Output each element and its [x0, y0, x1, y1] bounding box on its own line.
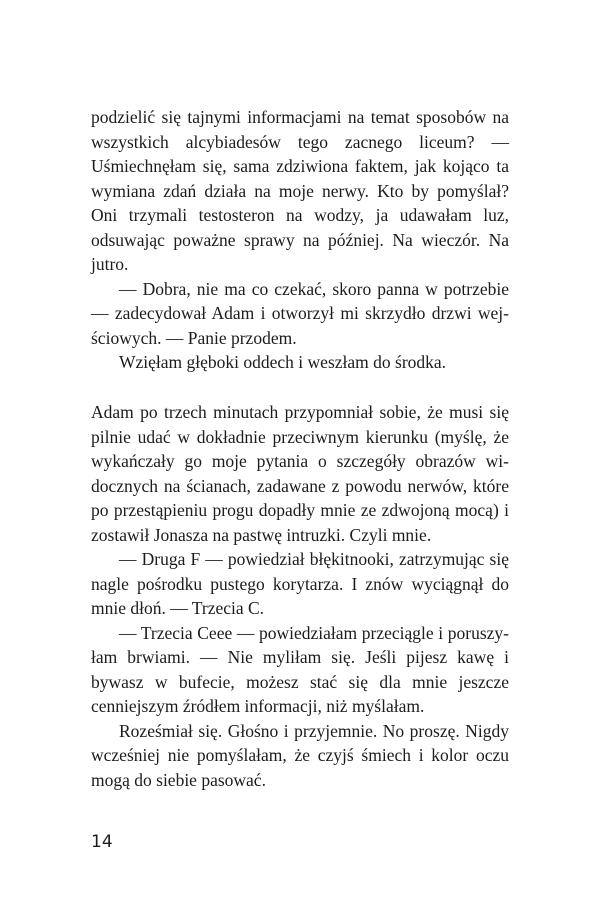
- paragraph: Wzięłam głęboki oddech i weszłam do środka.: [119, 352, 447, 372]
- paragraph: Adam po trzech minutach przypomniał sobie, że musi się pilnie udać w dokładnie przeciwnym kierunku (myślę, że wykańczały go moje pytania o szczegóły obrazów widocznych na ścianach, zadawane z powodu nerwów, które po przestąpieniu progu dopadły mnie ze zdwojoną mocą) i zostawił Jonasza na pastwę intruzki. Czyli mnie.: [91, 402, 509, 545]
- text-section-1: [91, 105, 509, 375]
- text-section-2: [91, 400, 509, 792]
- paragraph: Roześmiał się. Głośno i przyjemnie. No proszę. Nigdy wcześniej nie pomyślałam, że czyjś śmiech i kolor oczu mogą do siebie pasować.: [91, 720, 509, 790]
- paragraph: — Druga F — powiedział błękitnooki, zatrzymując się nagle pośrodku pustego korytarza. I znów wyciągnął do mnie dłoń. — Trzecia C.: [91, 549, 509, 618]
- page-number: 14: [91, 832, 113, 852]
- paragraph: — Dobra, nie ma co czekać, skoro panna w potrzebie — zadecydował Adam i otworzył mi skrzydło drzwi wejściowych. — Panie przodem.: [91, 278, 509, 348]
- paragraph: podzielić się tajnymi informacjami na temat sposobów na wszystkich alcybiadesów tego zacnego liceum? — Uśmiechnęłam się, sama zdziwiona faktem, jak kojąco ta wymiana zdań działa na moje nerwy. Kto by pomyślał? Oni trzymali testosteron na wodzy, ja udawałam luz, odsuwając poważne sprawy na później. Na wieczór. Na jutro.: [91, 107, 509, 274]
- paragraph: — Trzecia Ceee — powiedziałam przeciągle i poruszyłam brwiami. — Nie myliłam się. Jeśli pijesz kawę i bywasz w bufecie, możesz stać się dla mnie jeszcze cenniejszym źródłem informacji, niż myślałam.: [91, 622, 509, 716]
